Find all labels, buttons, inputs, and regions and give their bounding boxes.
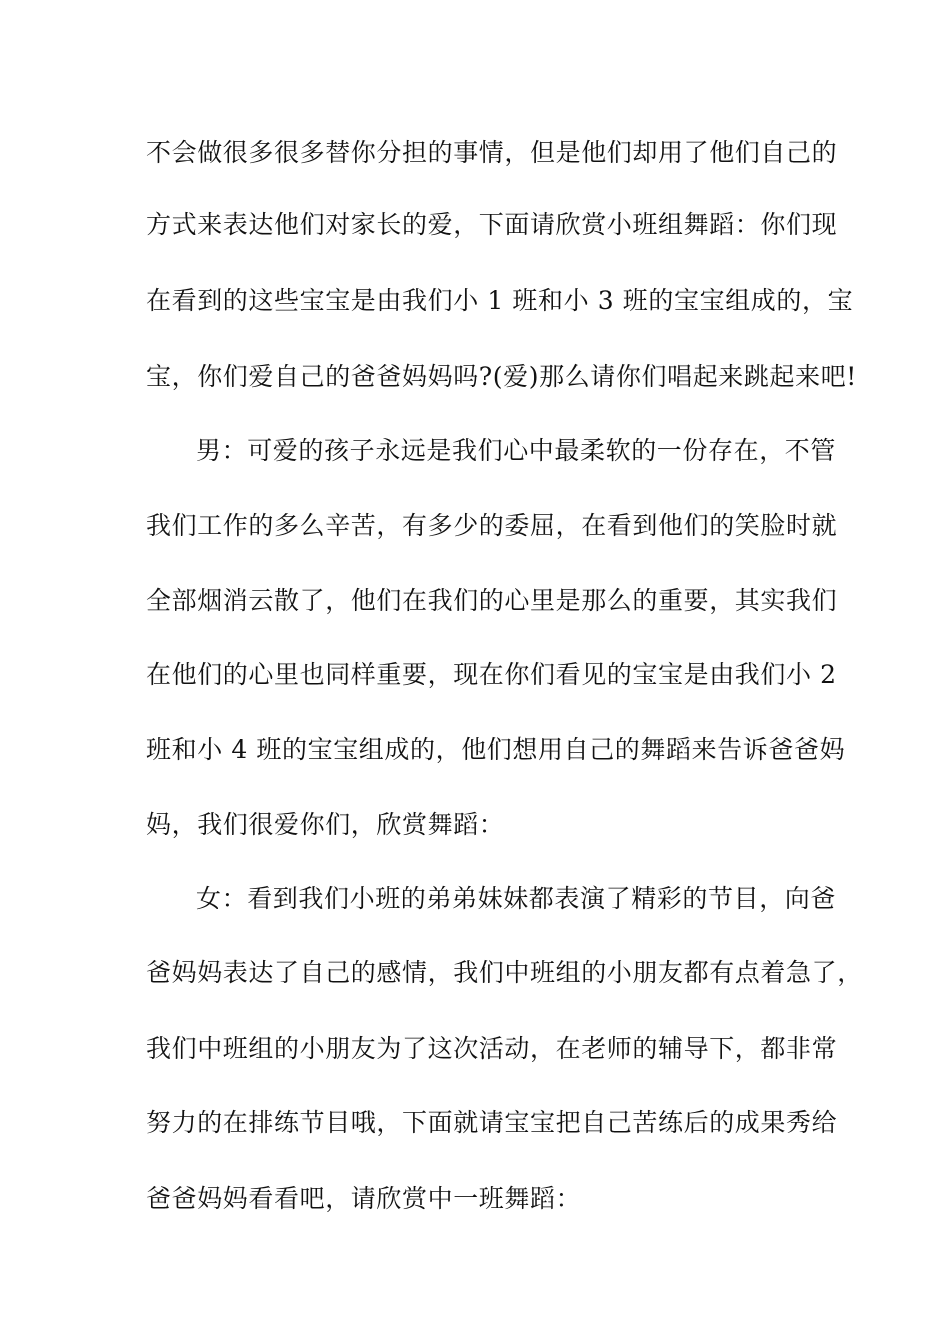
text-line: 我们中班组的小朋友为了这次活动，在老师的辅导下，都非常 — [146, 1034, 838, 1063]
text-line: 在看到的这些宝宝是由我们小 1 班和小 3 班的宝宝组成的，宝 — [146, 286, 854, 315]
text-line: 方式来表达他们对家长的爱，下面请欣赏小班组舞蹈：你们现 — [146, 210, 838, 239]
text-line: 男：可爱的孩子永远是我们心中最柔软的一份存在，不管 — [196, 436, 837, 465]
text-line: 宝，你们爱自己的爸爸妈妈吗?(爱)那么请你们唱起来跳起来吧! — [146, 362, 857, 391]
text-line: 妈，我们很爱你们，欣赏舞蹈： — [146, 810, 505, 839]
text-line: 班和小 4 班的宝宝组成的，他们想用自己的舞蹈来告诉爸爸妈 — [146, 735, 846, 764]
text-line: 爸爸妈妈看看吧，请欣赏中一班舞蹈： — [146, 1184, 582, 1213]
text-line: 全部烟消云散了，他们在我们的心里是那么的重要，其实我们 — [146, 586, 838, 615]
text-line: 女：看到我们小班的弟弟妹妹都表演了精彩的节目，向爸 — [196, 884, 837, 913]
text-line: 努力的在排练节目哦，下面就请宝宝把自己苦练后的成果秀给 — [146, 1108, 838, 1137]
text-line: 在他们的心里也同样重要，现在你们看见的宝宝是由我们小 2 — [146, 660, 837, 689]
text-line: 不会做很多很多替你分担的事情，但是他们却用了他们自己的 — [146, 138, 838, 167]
text-line: 爸妈妈表达了自己的感情，我们中班组的小朋友都有点着急了， — [146, 958, 863, 987]
text-line: 我们工作的多么辛苦，有多少的委屈，在看到他们的笑脸时就 — [146, 511, 838, 540]
